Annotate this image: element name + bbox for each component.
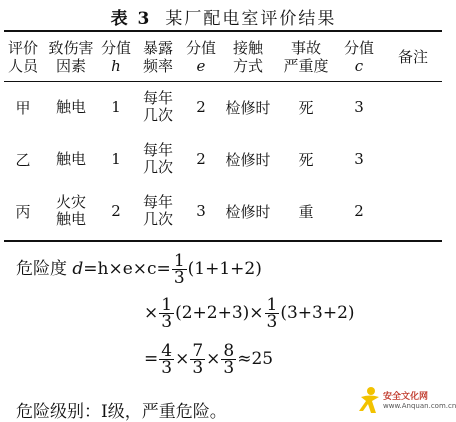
fraction: $\frac{1}{3}$: [266, 295, 278, 332]
cell-contact: 检修时: [225, 150, 271, 169]
equals-sign: =: [144, 349, 159, 369]
cell-person: 乙: [15, 150, 31, 169]
cell-h: 2: [111, 202, 121, 220]
table-row: [4, 81, 442, 133]
header-injury-factor: 致伤害 因素: [48, 38, 94, 75]
cell-factor: 触电: [55, 149, 86, 168]
header-contact-mode: 接触 方式: [232, 38, 263, 75]
cell-severity: 死: [298, 150, 314, 169]
header-score-c: 分值 c: [343, 38, 374, 75]
cell-person: 丙: [15, 202, 31, 221]
header-exposure-frequency: 暴露 频率: [142, 38, 173, 75]
times-sign: ×: [206, 349, 221, 369]
cell-e: 3: [196, 202, 206, 220]
header-remarks: 备注: [397, 47, 428, 66]
times-sign: ×: [144, 303, 159, 323]
cell-frequency: 每年 几次: [142, 141, 173, 176]
cell-factor: 火灾 触电: [55, 193, 86, 228]
cell-severity: 重: [298, 202, 314, 221]
cell-h: 1: [111, 98, 121, 116]
fraction: $\frac{8}{3}$: [223, 341, 235, 378]
table-header-row: [4, 32, 442, 81]
formula-line-2: [144, 297, 355, 330]
cell-c: 3: [354, 150, 364, 168]
fraction: $\frac{1}{3}$: [173, 251, 185, 288]
safety-figure-icon: [357, 385, 383, 415]
header-evaluator: 评价 人员: [7, 38, 38, 75]
watermark-text: 安全文化网: [383, 392, 429, 402]
cell-note: [384, 133, 442, 185]
fraction: $\frac{1}{3}$: [161, 295, 173, 332]
header-score-e: 分值 e: [185, 38, 216, 75]
table-title: 某厂配电室评价结果: [165, 9, 337, 29]
risk-label: 危险度: [16, 259, 67, 279]
risk-sum-2: (2+2+3)×: [175, 303, 264, 323]
times-sign: ×: [175, 349, 190, 369]
risk-result: ≈25: [237, 349, 274, 369]
cell-severity: 死: [298, 98, 314, 117]
header-score-h: 分值 h: [100, 38, 131, 75]
risk-sum-3: (3+3+2): [280, 303, 355, 323]
cell-frequency: 每年 几次: [142, 193, 173, 228]
cell-contact: 检修时: [225, 98, 271, 117]
cell-note: [384, 81, 442, 133]
watermark-url: www.Anquan.com.cn: [383, 402, 456, 410]
table-row: [4, 185, 442, 237]
cell-c: 3: [354, 98, 364, 116]
var-d: d: [72, 259, 84, 279]
risk-sum-1: (1+1+2): [187, 259, 262, 279]
table-caption: [0, 4, 447, 29]
watermark-logo: [357, 385, 456, 419]
fraction: $\frac{4}{3}$: [161, 341, 173, 378]
risk-level-conclusion: 危险级别：Ⅰ级，严重危险。: [16, 402, 227, 422]
cell-e: 2: [196, 150, 206, 168]
formula-line-3: [144, 343, 273, 376]
cell-c: 2: [354, 202, 364, 220]
risk-expr: =h×e×c=: [83, 259, 171, 279]
evaluation-table: [4, 32, 442, 237]
table-label: 表 3: [110, 9, 152, 29]
cell-e: 2: [196, 98, 206, 116]
cell-person: 甲: [15, 98, 31, 117]
table-row: [4, 133, 442, 185]
formula-line-1: [16, 253, 262, 286]
fraction: $\frac{7}{3}$: [192, 341, 204, 378]
cell-frequency: 每年 几次: [142, 89, 173, 124]
header-accident-severity: 事故 严重度: [283, 38, 329, 75]
cell-contact: 检修时: [225, 202, 271, 221]
cell-factor: 触电: [55, 97, 86, 116]
table-bottom-rule: [4, 240, 442, 242]
cell-h: 1: [111, 150, 121, 168]
cell-note: [384, 185, 442, 237]
